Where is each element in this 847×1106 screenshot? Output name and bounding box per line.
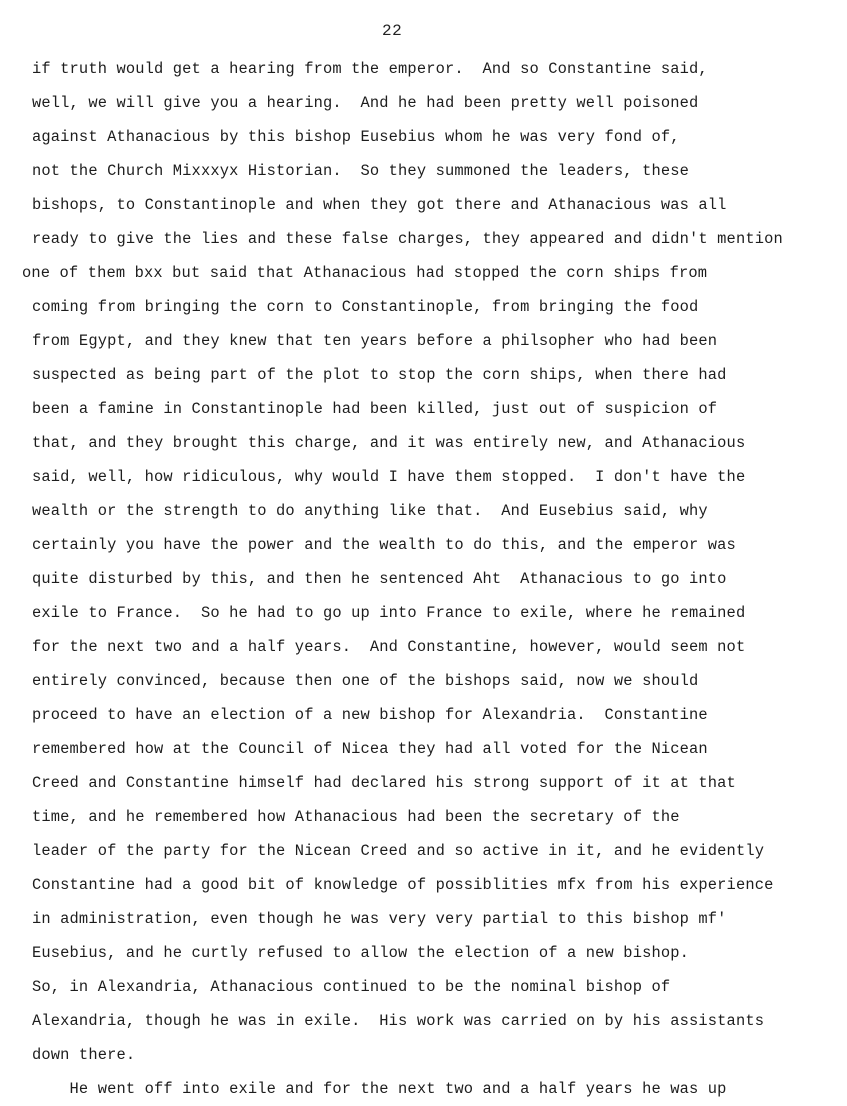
text-line: suspected as being part of the plot to stop the corn ships, when there had — [32, 366, 727, 384]
text-line: down there. — [32, 1046, 136, 1064]
text-line: bishops, to Constantinople and when they got there and Athanacious was all — [32, 196, 727, 214]
text-line: coming from bringing the corn to Constantinople, from bringing the food — [32, 298, 699, 316]
text-line: So, in Alexandria, Athanacious continued to be the nominal bishop of — [32, 978, 671, 996]
text-line: well, we will give you a hearing. And he had been pretty well poisoned — [32, 94, 699, 112]
text-line: exile to France. So he had to go up into France to exile, where he remained — [32, 604, 746, 622]
text-line: remembered how at the Council of Nicea they had all voted for the Nicean — [32, 740, 708, 758]
text-line: that, and they brought this charge, and it was entirely new, and Athanacious — [32, 434, 746, 452]
text-line: from Egypt, and they knew that ten years before a philsopher who had been — [32, 332, 718, 350]
text-line: against Athanacious by this bishop Eusebius whom he was very fond of, — [32, 128, 680, 146]
text-line: Eusebius, and he curtly refused to allow the election of a new bishop. — [32, 944, 690, 962]
text-line: for the next two and a half years. And Constantine, however, would seem not — [32, 638, 746, 656]
text-line: been a famine in Constantinople had been killed, just out of suspicion of — [32, 400, 718, 418]
text-line: Constantine had a good bit of knowledge of possiblities mfx from his experience — [32, 876, 774, 894]
text-line: not the Church Mixxxyx Historian. So they summoned the leaders, these — [32, 162, 690, 180]
text-line: if truth would get a hearing from the emperor. And so Constantine said, — [32, 60, 708, 78]
text-line: He went off into exile and for the next two and a half years he was up — [32, 1080, 727, 1098]
text-line: Alexandria, though he was in exile. His work was carried on by his assistants — [32, 1012, 765, 1030]
text-line: certainly you have the power and the wealth to do this, and the emperor was — [32, 536, 736, 554]
text-line: wealth or the strength to do anything like that. And Eusebius said, why — [32, 502, 708, 520]
text-line: ready to give the lies and these false charges, they appeared and didn't mention — [32, 230, 783, 248]
page-number: 22 — [382, 22, 403, 40]
text-line: leader of the party for the Nicean Creed and so active in it, and he evidently — [32, 842, 765, 860]
text-line: in administration, even though he was very very partial to this bishop mf' — [32, 910, 727, 928]
text-line: one of them bxx but said that Athanacious had stopped the corn ships from — [22, 264, 708, 282]
text-line: entirely convinced, because then one of the bishops said, now we should — [32, 672, 699, 690]
text-line: quite disturbed by this, and then he sentenced Aht Athanacious to go into — [32, 570, 727, 588]
text-line: Creed and Constantine himself had declared his strong support of it at that — [32, 774, 736, 792]
text-line: proceed to have an election of a new bishop for Alexandria. Constantine — [32, 706, 708, 724]
text-line: said, well, how ridiculous, why would I have them stopped. I don't have the — [32, 468, 746, 486]
text-line: time, and he remembered how Athanacious had been the secretary of the — [32, 808, 680, 826]
